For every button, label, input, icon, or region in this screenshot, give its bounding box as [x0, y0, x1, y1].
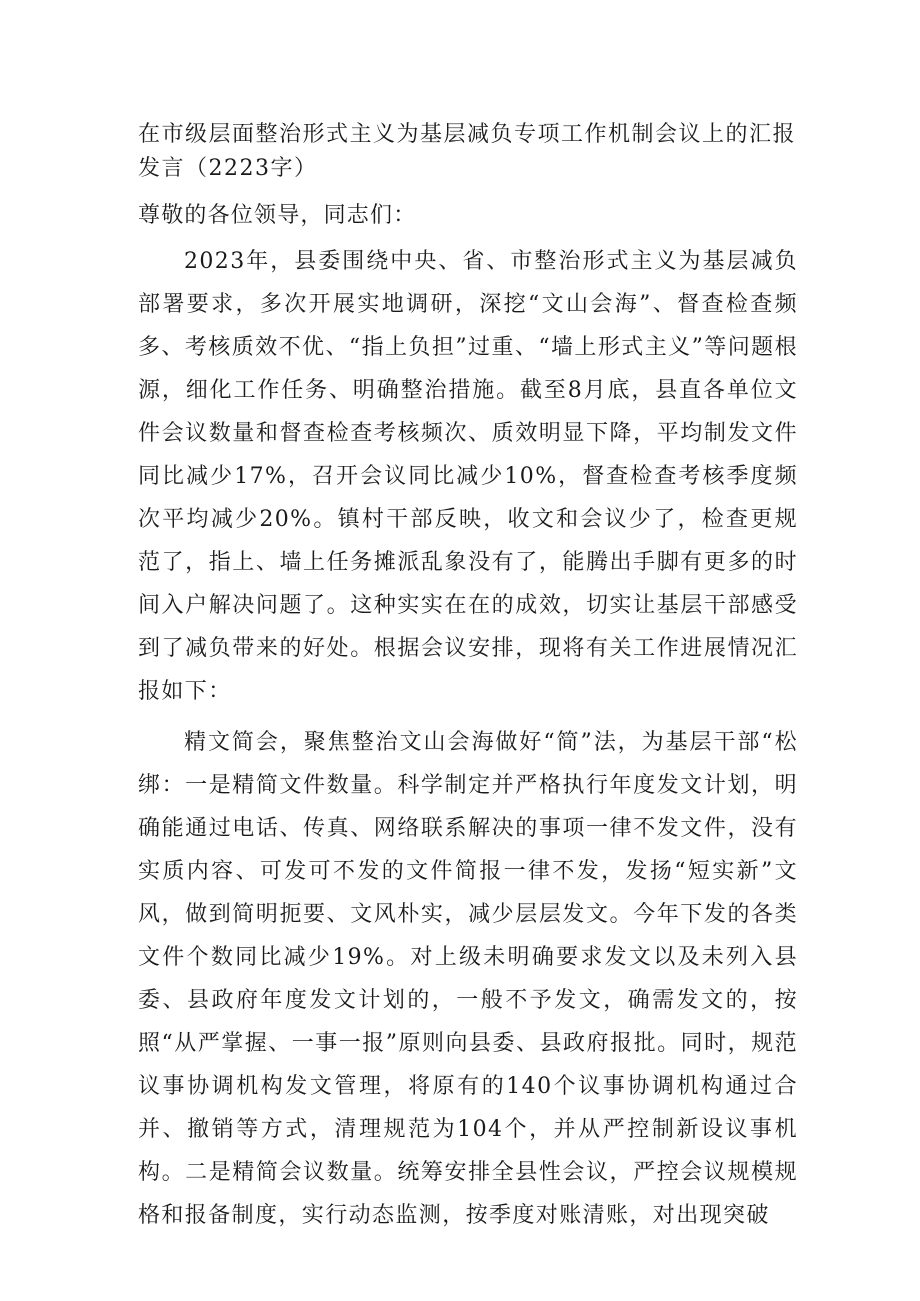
document-body [138, 240, 798, 1245]
paragraph-overview: 2023年，县委围绕中央、省、市整治形式主义为基层减负部署要求，多次开展实地调研，深挖“文山会海”、督查检查频多、考核质效不优、“指上负担”过重、“墙上形式主义”等问题根源，细化工作任务、明确整治措施。截至8月底，县直各单位文件会议数量和督查检查考核频次、质效明显下降，平均制发文件同比减少17%，召开会议同比减少10%，督查检查考核季度频次平均减少20%。镇村干部反映，收文和会议少了，检查更规范了，指上、墙上任务摊派乱象没有了，能腾出手脚有更多的时间入户解决问题了。这种实实在在的成效，切实让基层干部感受到了减负带来的好处。根据会议安排，现将有关工作进展情况汇报如下： [138, 249, 798, 704]
paragraph-streamline-documents-meetings: 精文简会，聚焦整治文山会海做好“简”法，为基层干部“松绑：一是精简文件数量。科学制定并严格执行年度发文计划，明确能通过电话、传真、网络联系解决的事项一律不发文件，没有实质内容、可发可不发的文件简报一律不发，发扬“短实新”文风，做到简明扼要、文风朴实，减少层层发文。今年下发的各类文件个数同比减少19%。对上级未明确要求发文以及未列入县委、县政府年度发文计划的，一般不予发文，确需发文的，按照“从严掌握、一事一报”原则向县委、县政府报批。同时，规范议事协调机构发文管理，将原有的140个议事协调机构通过合并、撤销等方式，清理规范为104个，并从严控制新设议事机构。二是精简会议数量。统筹安排全县性会议，严控会议规模规格和报备制度，实行动态监测，按季度对账清账，对出现突破 [138, 730, 798, 1228]
document-title: 在市级层面整治形式主义为基层减负专项工作机制会议上的汇报发言（2223字） [138, 122, 797, 181]
salutation: 尊敬的各位领导，同志们： [138, 203, 417, 228]
